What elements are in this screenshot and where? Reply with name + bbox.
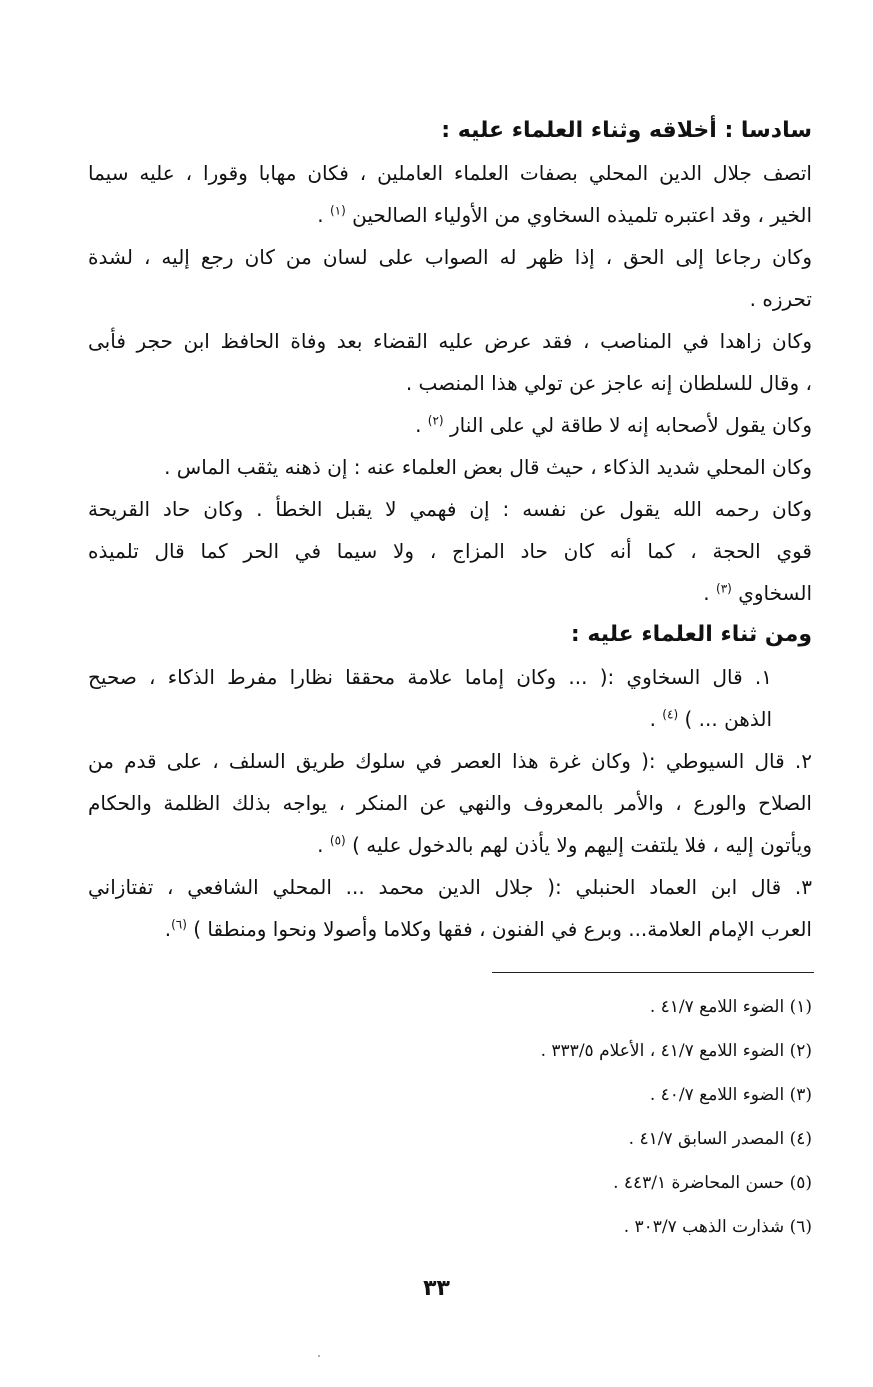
praise-item-line: الصلاح والورع ، والأمر بالمعروف والنهي عن المنكر ، يواجه بذلك الظلمة والحكام (88, 791, 812, 815)
footnote-2: (٢) الضوء اللامع ٤١/٧ ، الأعلام ٣٣٣/٥ . (540, 1041, 812, 1061)
footnote-3: (٣) الضوء اللامع ٤٠/٧ . (649, 1085, 812, 1105)
praise-item-line: الذهن ... ) $^{(٤)}$ . (649, 707, 772, 731)
paragraph-line: وكان رحمه الله يقول عن نفسه : إن فهمي لا يقبل الخطأ . وكان حاد القريحة (88, 497, 812, 521)
paragraph-line: الخير ، وقد اعتبره تلميذه السخاوي من الأولياء الصالحين $^{(١)}$ . (317, 203, 812, 227)
paragraph-line: اتصف جلال الدين المحلي بصفات العلماء العاملين ، فكان مهابا وقورا ، عليه سيما (88, 161, 812, 185)
body-text (88, 110, 812, 950)
footnote-ref: (٢) (427, 413, 444, 428)
paragraph-line: قوي الحجة ، كما أنه كان حاد المزاج ، ولا سيما في الحر كما قال تلميذه (88, 539, 812, 563)
praise-heading: ومن ثناء العلماء عليه : (570, 622, 812, 647)
footnote-ref: (٦) (171, 917, 187, 932)
footnote-ref: (٤) (662, 707, 679, 722)
paragraph-line: وكان رجاعا إلى الحق ، إذا ظهر له الصواب على لسان من كان رجع إليه ، لشدة (88, 245, 812, 269)
page-number: ٣٣ (423, 1276, 450, 1301)
footnote-6: (٦) شذارت الذهب ٣٠٣/٧ . (623, 1217, 812, 1237)
praise-item-line: ٣. قال ابن العماد الحنبلي :( جلال الدين محمد ... المحلي الشافعي ، تفتازاني (88, 875, 812, 899)
scan-speck (318, 1355, 320, 1357)
section-heading: سادسا : أخلاقه وثناء العلماء عليه : (441, 118, 812, 143)
paragraph-line: السخاوي $^{(٣)}$ . (703, 581, 812, 605)
paragraph-line: ، وقال للسلطان إنه عاجز عن تولي هذا المنصب . (405, 371, 812, 395)
praise-item-line: ٢. قال السيوطي :( وكان غرة هذا العصر في سلوك طريق السلف ، على قدم من (88, 749, 812, 773)
footnote-ref: (١) (329, 203, 346, 218)
praise-item-line: ويأتون إليه ، فلا يلتفت إليهم ولا يأذن لهم بالدخول عليه ) $^{(٥)}$ . (317, 833, 812, 857)
footnote-4: (٤) المصدر السابق ٤١/٧ . (628, 1129, 812, 1149)
footnote-5: (٥) حسن المحاضرة ٤٤٣/١ . (613, 1173, 812, 1193)
paragraph-line: وكان يقول لأصحابه إنه لا طاقة لي على النار $^{(٢)}$ . (415, 413, 812, 437)
footnote-1: (١) الضوء اللامع ٤١/٧ . (649, 997, 812, 1017)
footnote-ref: (٥) (329, 833, 346, 848)
footnote-separator (492, 972, 814, 973)
praise-item-line: العرب الإمام العلامة... وبرع في الفنون ، فقها وكلاما وأصولا ونحوا ومنطقا ) $^{(٦)}$. (164, 917, 812, 941)
footnotes (300, 985, 812, 1249)
praise-item-line: ١. قال السخاوي :( ... وكان إماما علامة محققا نظارا مفرط الذكاء ، صحيح (88, 665, 772, 689)
paragraph-line: وكان زاهدا في المناصب ، فقد عرض عليه القضاء بعد وفاة الحافظ ابن حجر فأبى (88, 329, 812, 353)
paragraph-line: تحرزه . (749, 287, 812, 311)
paragraph-line: وكان المحلي شديد الذكاء ، حيث قال بعض العلماء عنه : إن ذهنه يثقب الماس . (164, 455, 812, 479)
footnote-ref: (٣) (716, 581, 732, 596)
